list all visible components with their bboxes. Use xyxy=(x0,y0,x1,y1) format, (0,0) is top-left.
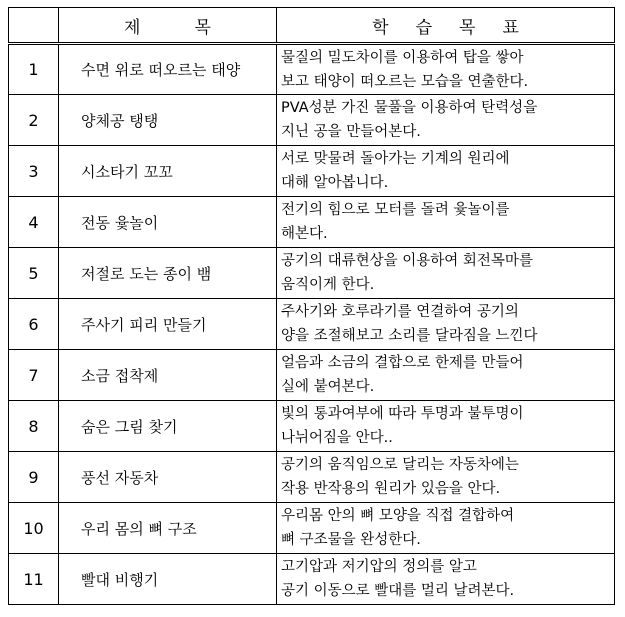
row-title: 숨은 그림 찾기 xyxy=(59,401,277,452)
table-row xyxy=(9,299,615,350)
goal-line: 공기의 움직임으로 달리는 자동차에는 xyxy=(281,457,519,473)
goal-line: 물질의 밀도차이를 이용하여 탑을 쌓아 xyxy=(281,49,524,66)
row-title: 주사기 피리 만들기 xyxy=(59,299,277,350)
row-goal xyxy=(277,248,615,299)
goal-line: 고기압과 저기압의 정의를 알고 xyxy=(281,559,477,575)
goal-line: 주사기와 호루라기를 연결하여 공기의 xyxy=(281,304,519,320)
goal-line: PVA성분 가진 물풀을 이용하여 탄력성을 xyxy=(281,100,538,116)
table-row xyxy=(9,95,615,146)
header-title-text: 제 목 xyxy=(124,17,211,38)
goal-line: 공기 이동으로 빨대를 멀리 날려본다. xyxy=(281,583,515,599)
row-number: 2 xyxy=(9,95,59,146)
goal-line: 작용 반작용의 원리가 있음을 안다. xyxy=(281,481,501,497)
table-row xyxy=(9,554,615,605)
row-goal xyxy=(277,503,615,554)
row-number: 11 xyxy=(9,554,59,605)
row-number: 5 xyxy=(9,248,59,299)
row-number: 7 xyxy=(9,350,59,401)
goal-line: 실에 붙여본다. xyxy=(281,379,375,395)
lesson-table xyxy=(8,7,615,605)
goal-line: 공기의 대류현상을 이용하여 회전목마를 xyxy=(281,253,533,269)
row-title: 우리 몸의 뼈 구조 xyxy=(59,503,277,554)
row-number: 10 xyxy=(9,503,59,554)
row-goal xyxy=(277,554,615,605)
row-number: 4 xyxy=(9,197,59,248)
row-title: 전동 윷놀이 xyxy=(59,197,277,248)
goal-line: 양을 조절해보고 소리를 달라짐을 느낀다 xyxy=(281,328,538,344)
goal-line: 대해 알아봅니다. xyxy=(281,175,389,191)
goal-line: 해본다. xyxy=(281,226,328,242)
header-goal xyxy=(277,8,615,44)
row-number: 6 xyxy=(9,299,59,350)
row-number: 9 xyxy=(9,452,59,503)
goal-line: 우리몸 안의 뼈 모양을 직접 결합하여 xyxy=(281,508,515,524)
goal-line: 보고 태양이 떠오르는 모습을 연출한다. xyxy=(281,73,529,90)
goal-line: 움직이게 한다. xyxy=(281,277,375,293)
table-body xyxy=(9,44,615,605)
row-title: 빨대 비행기 xyxy=(59,554,277,605)
table-row xyxy=(9,248,615,299)
header-goal-text: 학 습 목 표 xyxy=(372,17,519,38)
row-goal xyxy=(277,350,615,401)
row-goal xyxy=(277,146,615,197)
goal-line: 전기의 힘으로 모터를 돌려 윷놀이를 xyxy=(281,202,510,218)
row-number: 1 xyxy=(9,44,59,95)
row-title: 수면 위로 떠오르는 태양 xyxy=(59,44,277,95)
table-header xyxy=(9,8,615,44)
row-goal xyxy=(277,452,615,503)
goal-line: 얼음과 소금의 결합으로 한제를 만들어 xyxy=(281,355,524,371)
table-row xyxy=(9,146,615,197)
table-row xyxy=(9,401,615,452)
goal-line: 나뉘어짐을 안다.. xyxy=(281,430,393,446)
row-goal xyxy=(277,401,615,452)
row-goal xyxy=(277,44,615,95)
row-title: 저절로 도는 종이 뱀 xyxy=(59,248,277,299)
goal-line: 지닌 공을 만들어본다. xyxy=(281,124,421,140)
row-title: 시소타기 꼬꼬 xyxy=(59,146,277,197)
table-row xyxy=(9,44,615,95)
row-goal xyxy=(277,95,615,146)
row-number: 8 xyxy=(9,401,59,452)
header-num xyxy=(9,8,59,44)
goal-line: 뼈 구조물을 완성한다. xyxy=(281,532,421,548)
table-row xyxy=(9,452,615,503)
row-goal xyxy=(277,299,615,350)
header-title xyxy=(59,8,277,44)
row-goal xyxy=(277,197,615,248)
table-row xyxy=(9,350,615,401)
row-title: 소금 접착제 xyxy=(59,350,277,401)
table-row xyxy=(9,197,615,248)
goal-line: 서로 맞물려 돌아가는 기계의 원리에 xyxy=(281,151,510,167)
header-row xyxy=(9,8,615,44)
row-title: 풍선 자동차 xyxy=(59,452,277,503)
row-title: 양체공 탱탱 xyxy=(59,95,277,146)
table-row xyxy=(9,503,615,554)
goal-line: 빛의 통과여부에 따라 투명과 불투명이 xyxy=(281,406,524,422)
row-number: 3 xyxy=(9,146,59,197)
